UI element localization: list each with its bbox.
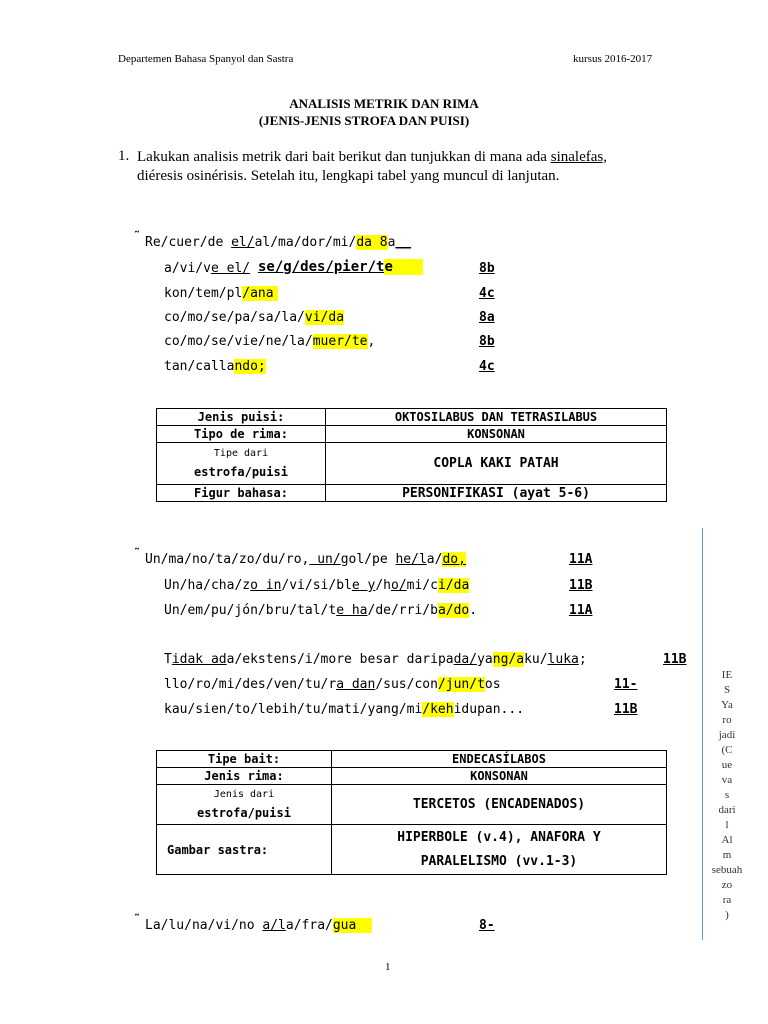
stanza-marker: ˜ <box>133 547 141 562</box>
analysis-table-2 <box>156 750 667 875</box>
meter-label: 11B <box>663 652 687 667</box>
verse-line: Re/cuer/de el/al/ma/dor/mi/da 8a__ <box>145 235 412 250</box>
analysis-table-1 <box>156 408 667 502</box>
verse-line: kau/sien/to/lebih/tu/mati/yang/mi/kehidupan... <box>164 702 525 717</box>
meter-label: 4c <box>479 286 495 301</box>
table-value: KONSONAN <box>332 768 667 785</box>
meter-label: 4c <box>479 359 495 374</box>
meter-label: 8- <box>479 918 495 933</box>
verse-line: Un/ha/cha/zo in/vi/si/ble y/ho/mi/ci/da <box>164 578 470 593</box>
verse-line: kon/tem/pl/ana <box>164 286 278 301</box>
verse-line-overlay: se/g/des/pier/te <box>258 259 423 275</box>
stanza-marker: ˜ <box>133 230 141 245</box>
sidebar-text: IE S Ya ro jadi (C ue va s dari l Al m sebuah zo ra ) <box>711 669 743 921</box>
verse-line: co/mo/se/vie/ne/la/muer/te, <box>164 334 376 349</box>
verse-line: Un/em/pu/jón/bru/tal/te ha/de/rri/ba/do. <box>164 603 478 618</box>
sidebar-divider <box>702 528 703 940</box>
meter-label: 8b <box>479 334 495 349</box>
meter-label: 8b <box>479 261 495 276</box>
table-label: Jenis rima: <box>157 768 332 785</box>
meter-label: 11B <box>569 578 593 593</box>
meter-label: 11B <box>614 702 638 717</box>
table-label: Tipo de rima: <box>157 426 326 443</box>
stanza-marker: ˜ <box>133 913 141 928</box>
meter-label: 11A <box>569 552 593 567</box>
table-label: Figur bahasa: <box>157 485 326 502</box>
table-value: OKTOSILABUS DAN TETRASILABUS <box>326 409 667 426</box>
page-title: ANALISIS METRIK DAN RIMA <box>289 96 479 111</box>
instruction-text: Lakukan analisis metrik dari bait berikut dan tunjukkan di mana ada sinalefas, diéresis osinérisis. Setelah itu, lengkapi tabel yang muncul di lanjutan. <box>137 149 607 184</box>
verse-line: a/vi/ve el/ <box>164 261 251 276</box>
table-label: Gambar sastra: <box>157 825 332 875</box>
page-subtitle: (JENIS-JENIS STROFA DAN PUISI) <box>258 113 470 128</box>
table-value: ENDECASÍLABOS <box>332 751 667 768</box>
table-value: TERCETOS (ENCADENADOS) <box>332 785 667 825</box>
table-value: PERSONIFIKASI (ayat 5-6) <box>326 485 667 502</box>
verse-line: Un/ma/no/ta/zo/du/ro, un/gol/pe he/la/do, <box>145 552 466 567</box>
header-department: Departemen Bahasa Spanyol dan Sastra <box>118 53 294 65</box>
verse-line: tan/callando; <box>164 359 266 374</box>
verse-line: La/lu/na/vi/no a/la/fra/gua <box>145 918 372 933</box>
table-label: Tipe bait: <box>157 751 332 768</box>
table-value: HIPERBOLE (v.4), ANAFORA Y PARALELISMO (vv.1-3) <box>332 825 667 875</box>
verse-line: Tidak ada/ekstens/i/more besar daripada/yang/aku/luka; <box>164 652 587 667</box>
table-value: COPLA KAKI PATAH <box>326 443 667 485</box>
meter-label: 8a <box>479 310 495 325</box>
page-number: 1 <box>385 961 391 973</box>
header-course-year: kursus 2016-2017 <box>573 53 653 65</box>
verse-line: llo/ro/mi/des/ven/tu/ra dan/sus/con/jun/tos <box>164 677 501 692</box>
instruction-number: 1. <box>118 148 130 164</box>
meter-label: 11- <box>614 677 638 692</box>
verse-line: co/mo/se/pa/sa/la/vi/da <box>164 310 345 325</box>
table-label: Tipe dari estrofa/puisi <box>157 443 326 485</box>
table-label: Jenis dari estrofa/puisi <box>157 785 332 825</box>
table-label: Jenis puisi: <box>157 409 326 426</box>
meter-label: 11A <box>569 603 593 618</box>
table-value: KONSONAN <box>326 426 667 443</box>
